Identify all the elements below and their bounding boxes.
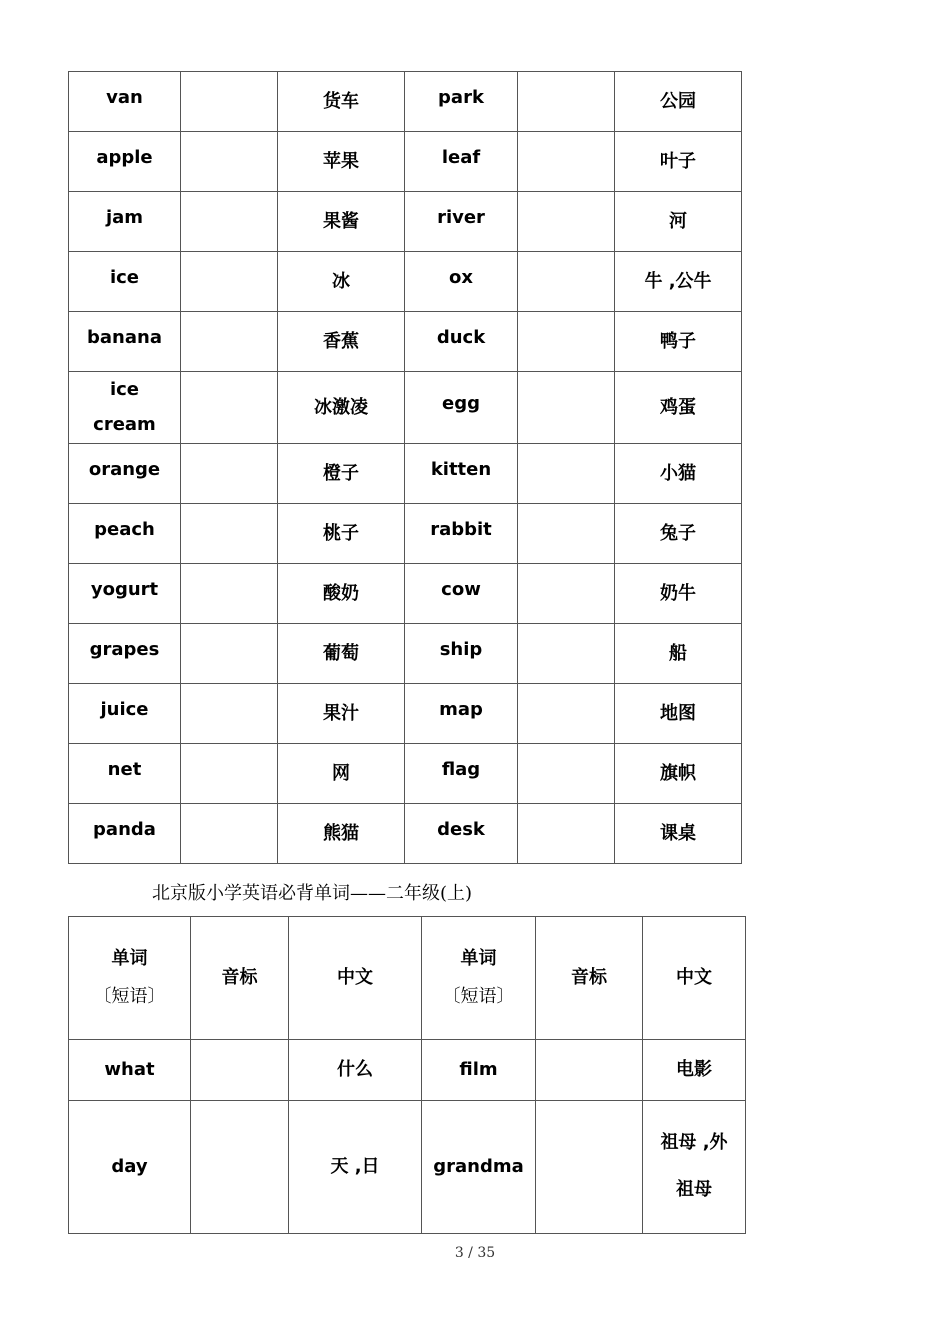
word-cell: cow	[405, 564, 518, 624]
word-cell: banana	[69, 312, 181, 372]
phonetic-cell	[518, 564, 615, 624]
chinese-cell: 葡萄	[278, 624, 405, 684]
chinese-cell: 苹果	[278, 132, 405, 192]
word-cell: what	[69, 1040, 191, 1101]
phonetic-cell	[518, 252, 615, 312]
chinese-line: 祖母	[676, 1179, 712, 1200]
phonetic-cell	[518, 624, 615, 684]
chinese-cell: 牛 ,公牛	[615, 252, 742, 312]
word-cell: flag	[405, 744, 518, 804]
table-row	[69, 444, 742, 504]
table-row	[69, 1101, 746, 1234]
phonetic-cell	[518, 684, 615, 744]
phonetic-cell	[181, 744, 278, 804]
phonetic-cell	[181, 192, 278, 252]
phonetic-cell	[518, 132, 615, 192]
chinese-cell: 奶牛	[615, 564, 742, 624]
phonetic-cell	[518, 72, 615, 132]
phonetic-cell	[191, 1040, 289, 1101]
word-cell: net	[69, 744, 181, 804]
word-cell: film	[422, 1040, 536, 1101]
chinese-cell: 课桌	[615, 804, 742, 864]
phonetic-cell	[181, 72, 278, 132]
chinese-cell: 天 ,日	[289, 1101, 422, 1234]
chinese-cell: 网	[278, 744, 405, 804]
chinese-cell: 货车	[278, 72, 405, 132]
table-row	[69, 504, 742, 564]
phonetic-cell	[536, 1101, 643, 1234]
table-row	[69, 312, 742, 372]
chinese-cell: 香蕉	[278, 312, 405, 372]
vocabulary-table-2	[68, 916, 746, 1234]
word-cell: van	[69, 72, 181, 132]
vocabulary-table-1	[68, 71, 742, 864]
chinese-cell: 兔子	[615, 504, 742, 564]
header-chinese: 中文	[289, 917, 422, 1040]
word-cell: rabbit	[405, 504, 518, 564]
header-word-label: 单词	[460, 948, 497, 970]
chinese-cell: 什么	[289, 1040, 422, 1101]
word-cell: park	[405, 72, 518, 132]
chinese-cell: 鸡蛋	[615, 372, 742, 444]
phonetic-cell	[181, 684, 278, 744]
table-row	[69, 192, 742, 252]
phonetic-cell	[518, 192, 615, 252]
header-phonetic: 音标	[191, 917, 289, 1040]
word-cell: ship	[405, 624, 518, 684]
chinese-cell: 地图	[615, 684, 742, 744]
chinese-cell: 鸭子	[615, 312, 742, 372]
header-phrase-label: 〔短语〕	[442, 986, 515, 1007]
phonetic-cell	[181, 804, 278, 864]
phonetic-cell	[518, 504, 615, 564]
chinese-cell: 公园	[615, 72, 742, 132]
phonetic-cell	[518, 312, 615, 372]
header-word	[69, 917, 191, 1040]
phonetic-cell	[181, 564, 278, 624]
header-chinese: 中文	[643, 917, 746, 1040]
header-phrase-label: 〔短语〕	[93, 986, 166, 1007]
word-cell: river	[405, 192, 518, 252]
word-cell: kitten	[405, 444, 518, 504]
table-header-row	[69, 917, 746, 1040]
phonetic-cell	[181, 372, 278, 444]
chinese-cell: 桃子	[278, 504, 405, 564]
table-row	[69, 804, 742, 864]
phonetic-cell	[181, 624, 278, 684]
table-row	[69, 684, 742, 744]
chinese-cell: 果汁	[278, 684, 405, 744]
table-row	[69, 72, 742, 132]
phonetic-cell	[181, 444, 278, 504]
phonetic-cell	[181, 132, 278, 192]
word-cell: map	[405, 684, 518, 744]
chinese-cell: 熊猫	[278, 804, 405, 864]
word-cell: grapes	[69, 624, 181, 684]
table-row	[69, 132, 742, 192]
chinese-cell: 河	[615, 192, 742, 252]
phonetic-cell	[181, 312, 278, 372]
phonetic-cell	[518, 744, 615, 804]
word-cell: desk	[405, 804, 518, 864]
chinese-cell: 电影	[643, 1040, 746, 1101]
chinese-cell: 冰	[278, 252, 405, 312]
word-cell: egg	[405, 372, 518, 444]
word-cell: peach	[69, 504, 181, 564]
section-title: 北京版小学英语必背单词——二年级(上)	[152, 883, 473, 904]
word-cell: apple	[69, 132, 181, 192]
chinese-line: 祖母 ,外	[660, 1132, 728, 1154]
word-cell: orange	[69, 444, 181, 504]
chinese-cell	[643, 1101, 746, 1234]
chinese-cell: 船	[615, 624, 742, 684]
phonetic-cell	[191, 1101, 289, 1234]
table-row	[69, 372, 742, 444]
table-row	[69, 252, 742, 312]
chinese-cell: 叶子	[615, 132, 742, 192]
phonetic-cell	[536, 1040, 643, 1101]
phonetic-cell	[518, 372, 615, 444]
word-cell: jam	[69, 192, 181, 252]
chinese-cell: 酸奶	[278, 564, 405, 624]
table-row	[69, 1040, 746, 1101]
word-cell: duck	[405, 312, 518, 372]
header-word-label: 单词	[111, 948, 148, 970]
word-cell: panda	[69, 804, 181, 864]
chinese-cell: 小猫	[615, 444, 742, 504]
word-cell: day	[69, 1101, 191, 1234]
phonetic-cell	[181, 252, 278, 312]
chinese-cell: 旗帜	[615, 744, 742, 804]
page-number: 3 / 35	[454, 1245, 496, 1261]
phonetic-cell	[518, 444, 615, 504]
word-cell: grandma	[422, 1101, 536, 1234]
table-row	[69, 564, 742, 624]
chinese-cell: 橙子	[278, 444, 405, 504]
table-row	[69, 624, 742, 684]
phonetic-cell	[518, 804, 615, 864]
chinese-cell: 果酱	[278, 192, 405, 252]
word-cell: ice	[69, 252, 181, 312]
word-cell: juice	[69, 684, 181, 744]
word-cell: ox	[405, 252, 518, 312]
word-cell: yogurt	[69, 564, 181, 624]
table-row	[69, 744, 742, 804]
header-word	[422, 917, 536, 1040]
word-cell: leaf	[405, 132, 518, 192]
header-phonetic: 音标	[536, 917, 643, 1040]
phonetic-cell	[181, 504, 278, 564]
word-cell: ice cream	[69, 372, 181, 444]
chinese-cell: 冰激凌	[278, 372, 405, 444]
